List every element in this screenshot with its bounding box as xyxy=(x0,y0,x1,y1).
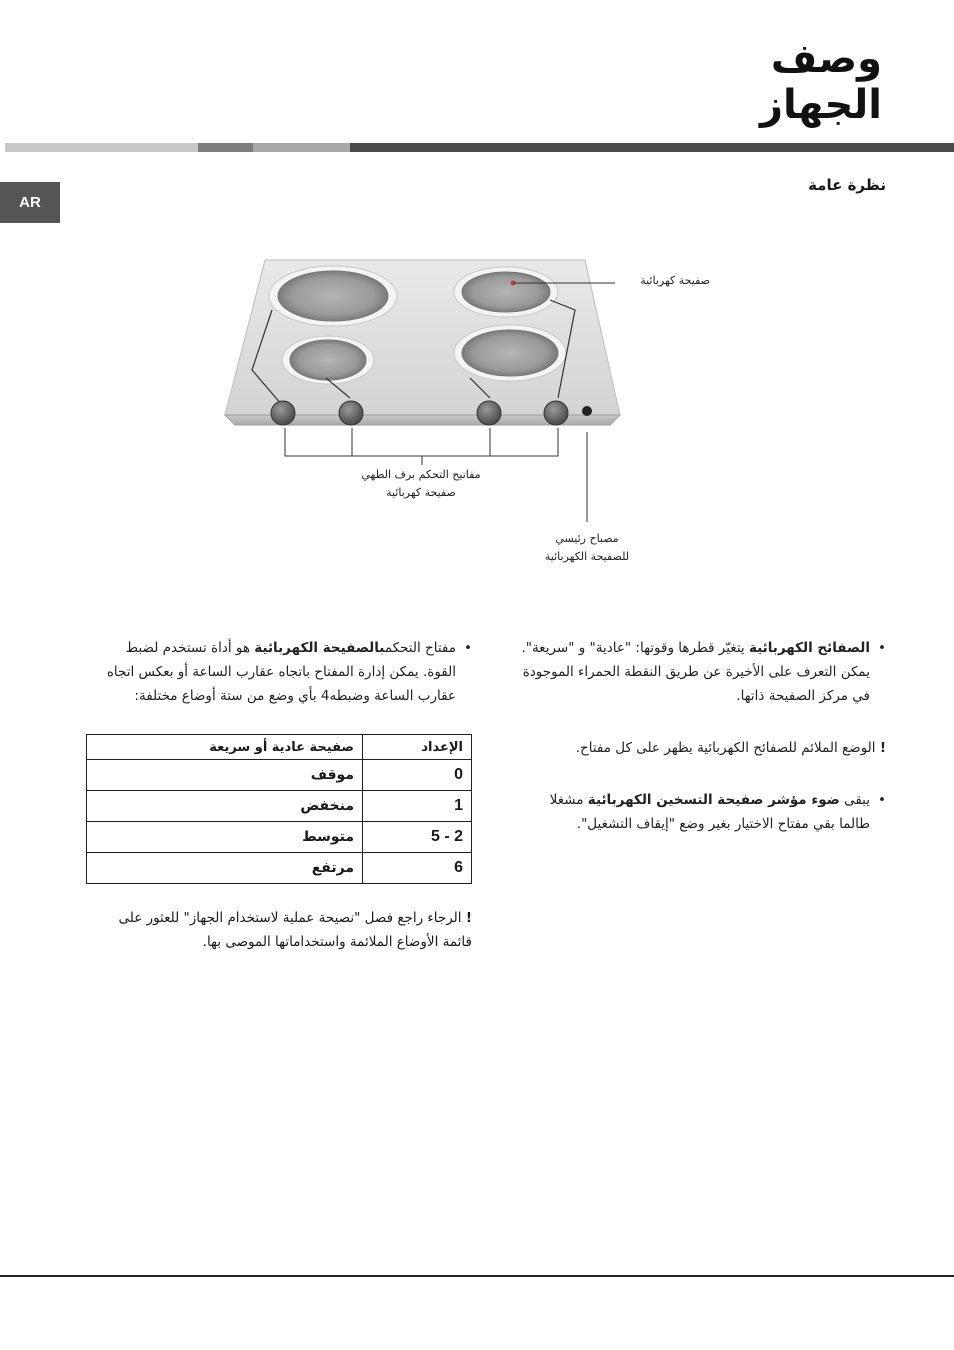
pilot-label-line-1: مصباح رئيسي xyxy=(555,532,619,545)
settings-table xyxy=(86,734,472,884)
row-plate: متوسط xyxy=(87,822,363,853)
footer-rule xyxy=(0,1275,954,1277)
header-bar-2 xyxy=(198,143,253,152)
controls-label xyxy=(330,466,512,502)
row-plate: مرتفع xyxy=(87,853,363,884)
bullet-control-knob xyxy=(96,636,472,708)
controls-label-line-1: مفاتيح التحكم برف الطهي xyxy=(361,468,481,481)
right-column xyxy=(516,636,886,836)
pilot-lamp xyxy=(582,406,592,416)
control-knob-2 xyxy=(339,401,363,425)
bullet-knob-post: هو أداة تستخدم لضبط القوة. يمكن إدارة المفتاح باتجاه عقارب الساعة أو بعكس اتجاه عقارب الساعة وضبطه4 بأي وضع من ستة أوضاع مختلفة: xyxy=(106,640,456,704)
title-line-2: الجهاز xyxy=(759,82,882,128)
header-plate: صفيحة عادية أو سريعة xyxy=(87,735,363,760)
table-row xyxy=(87,822,472,853)
table-row xyxy=(87,853,472,884)
note-settings xyxy=(516,736,886,760)
header-bar-1 xyxy=(5,143,198,152)
note-mark-1: ! xyxy=(879,740,886,756)
control-knob-3 xyxy=(477,401,501,425)
language-tab[interactable]: AR xyxy=(0,182,60,223)
table-row xyxy=(87,791,472,822)
note-settings-text: الوضع الملائم للصفائح الكهربائية يظهر على كل مفتاح. xyxy=(575,740,880,756)
row-setting: 6 xyxy=(363,853,472,884)
row-setting: 0 xyxy=(363,760,472,791)
hotplate-front-left xyxy=(282,336,374,384)
usage-note xyxy=(86,906,472,954)
row-setting: 1 xyxy=(363,791,472,822)
page-title xyxy=(760,36,882,128)
bullet-indicator-pre: يبقى xyxy=(839,792,870,808)
usage-note-text: الرجاء راجع فصل "نصيحة عملية لاستخدام الجهاز" للعثور على قائمة الأوضاع الملائمة واستخداماتها الموصى بها. xyxy=(118,910,472,950)
table-header-row xyxy=(87,735,472,760)
header-setting: الإعداد xyxy=(363,735,472,760)
control-knob-4 xyxy=(544,401,568,425)
hotplate-label: صفيحة كهربائية xyxy=(640,274,710,287)
header-bars xyxy=(5,143,954,152)
bullet-indicator-light xyxy=(516,788,886,836)
bullet-hotplates-bold: الصفائح الكهربائية xyxy=(748,640,870,656)
pilot-label-line-2: للصفيحة الكهربائية xyxy=(544,550,630,563)
note-mark-2: ! xyxy=(465,910,472,926)
bullet-hotplates xyxy=(516,636,886,708)
bullet-knob-bold: بالصفيحة الكهربائية xyxy=(254,640,385,656)
section-title: نظرة عامة xyxy=(808,176,886,194)
bullet-indicator-bold: ضوء مؤشر صفيحة التسخين الكهربائية xyxy=(587,792,840,808)
row-plate: موقف xyxy=(87,760,363,791)
hob-illustration xyxy=(210,250,730,580)
title-line-1: وصف xyxy=(770,36,882,82)
controls-label-line-2: صفيحة كهربائية xyxy=(386,486,456,499)
row-setting: 2 - 5 xyxy=(363,822,472,853)
control-knob-1 xyxy=(271,401,295,425)
bullet-knob-pre: مفتاح التحكم xyxy=(384,640,456,656)
table-row xyxy=(87,760,472,791)
left-column xyxy=(96,636,472,708)
hotplate-back-left xyxy=(269,266,397,326)
hotplate-front-right xyxy=(454,325,566,381)
header-bar-4 xyxy=(350,143,954,152)
hotplate-back-right xyxy=(454,267,558,317)
bullet-indicator-post: مشغلا طالما بقي مفتاح الاختيار بغير وضع "إيقاف التشغيل". xyxy=(549,792,870,832)
hob-drawing xyxy=(210,250,730,580)
row-plate: منخفض xyxy=(87,791,363,822)
bullet-hotplates-text: يتغيّر قطرها وقوتها: "عادية" و "سريعة". يمكن التعرف على الأخيرة عن طريق النقطة الحمراء الموجودة في مركز الصفيحة ذاتها. xyxy=(521,640,870,704)
header-bar-3 xyxy=(253,143,350,152)
pilot-lamp-label xyxy=(524,530,650,566)
